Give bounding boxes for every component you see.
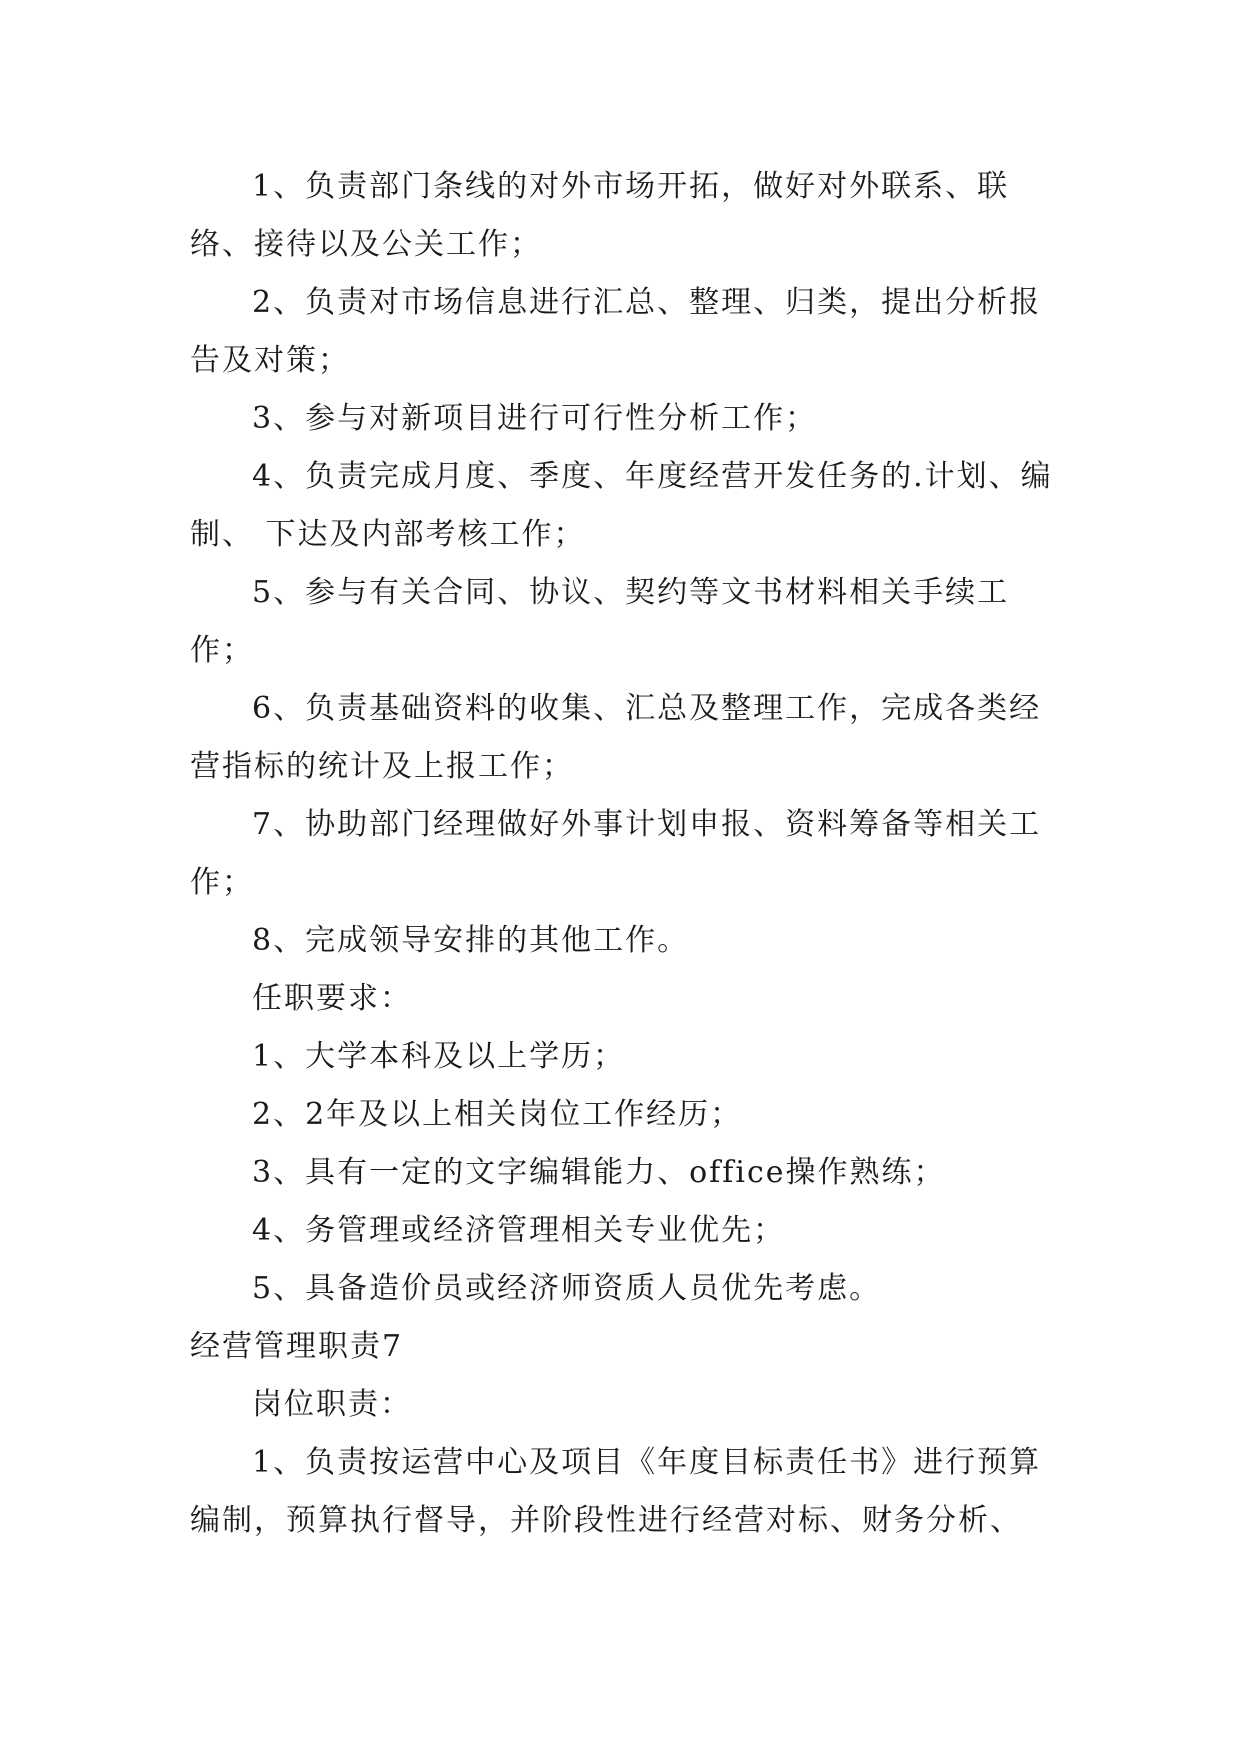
section-title: 经营管理职责7 (190, 1329, 404, 1364)
paragraph-duty-7: 7、协助部门经理做好外事计划申报、资料筹备等相关工作； (190, 807, 1042, 900)
document-body (190, 158, 1056, 1550)
paragraph-requirement-5: 5、具备造价员或经济师资质人员优先考虑。 (252, 1271, 882, 1306)
paragraph-duty-2: 2、负责对市场信息进行汇总、整理、归类，提出分析报告及对策； (190, 285, 1042, 378)
paragraph-duty-3: 3、参与对新项目进行可行性分析工作； (252, 401, 818, 436)
paragraph-requirement-1: 1、大学本科及以上学历； (252, 1039, 626, 1074)
paragraph-duty-1: 1、负责部门条线的对外市场开拓，做好对外联系、联络、接待以及公关工作； (190, 169, 1010, 262)
paragraph-duty-6: 6、负责基础资料的收集、汇总及整理工作，完成各类经营指标的统计及上报工作； (190, 691, 1042, 784)
paragraph-duty-5: 5、参与有关合同、协议、契约等文书材料相关手续工作； (190, 575, 1010, 668)
duties-heading: 岗位职责： (252, 1387, 412, 1422)
requirements-heading: 任职要求： (252, 981, 412, 1016)
paragraph-new-duty-1: 1、负责按运营中心及项目《年度目标责任书》进行预算编制，预算执行督导，并阶段性进行经营对标、财务分析、 (190, 1445, 1042, 1538)
paragraph-duty-4: 4、负责完成月度、季度、年度经营开发任务的.计划、编制、 下达及内部考核工作； (190, 459, 1053, 552)
paragraph-duty-8: 8、完成领导安排的其他工作。 (252, 923, 690, 958)
paragraph-requirement-3: 3、具有一定的文字编辑能力、office操作熟练； (252, 1155, 946, 1190)
paragraph-requirement-4: 4、务管理或经济管理相关专业优先； (252, 1213, 786, 1248)
paragraph-requirement-2: 2、2年及以上相关岗位工作经历； (252, 1097, 743, 1132)
